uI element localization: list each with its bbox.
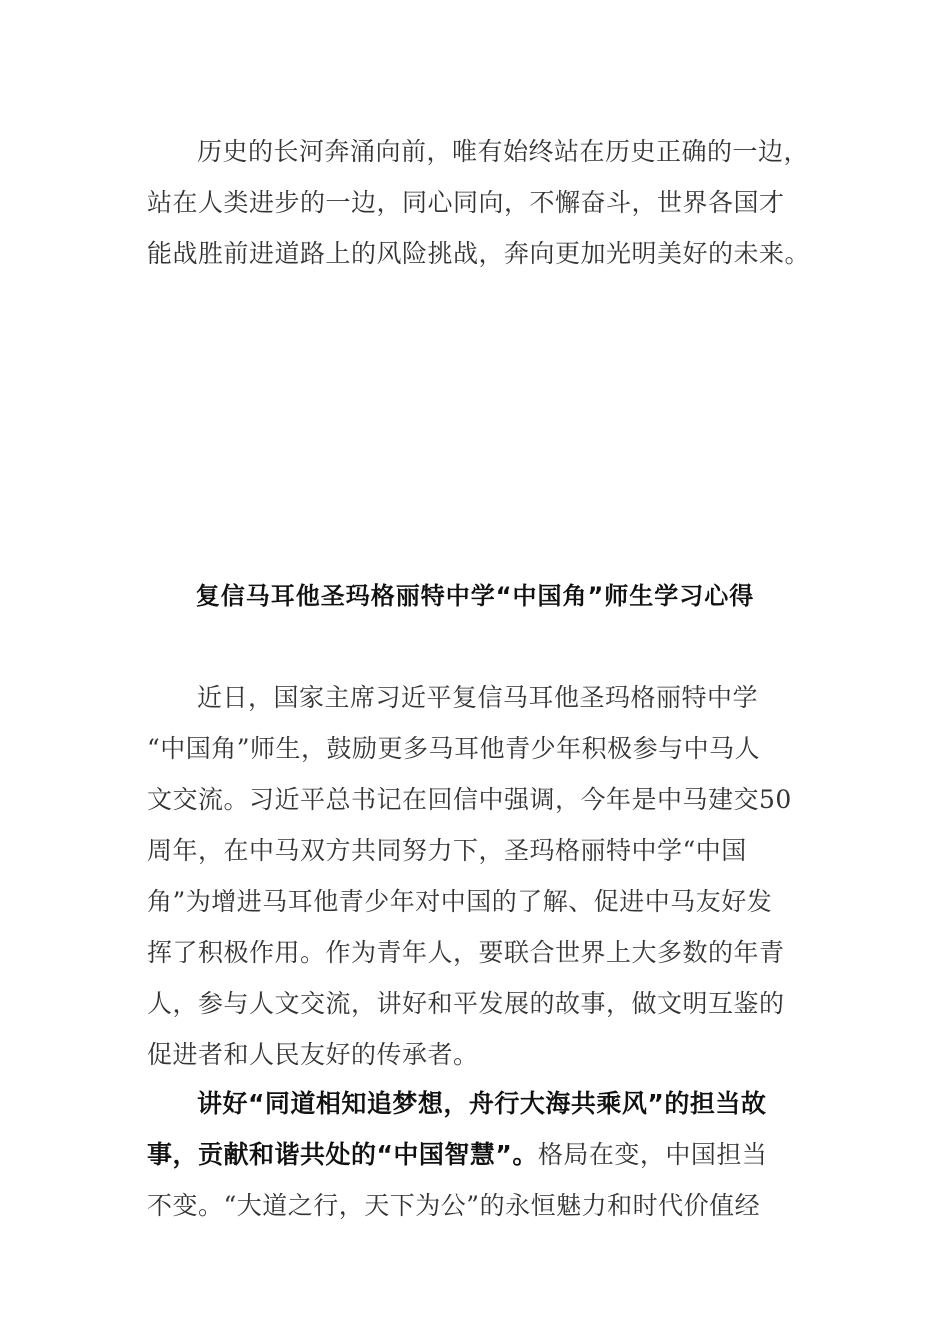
paragraph-closing [147, 126, 811, 279]
paragraph-line: “中国角”师生，鼓励更多马耳他青少年积极参与中马人 [147, 734, 761, 763]
paragraph-line [147, 1129, 797, 1180]
paragraph-section [147, 1078, 797, 1231]
section-heading-text: 事，贡献和谐共处的“中国智慧”。 [147, 1140, 538, 1169]
paragraph-line: 周年，在中马双方共同努力下，圣玛格丽特中学“中国 [147, 836, 747, 865]
article-title: 复信马耳他圣玛格丽特中学“中国角”师生学习心得 [195, 582, 755, 610]
paragraph-line: 促进者和人民友好的传承者。 [147, 1040, 479, 1069]
paragraph-line: 近日，国家主席习近平复信马耳他圣玛格丽特中学 [197, 683, 759, 712]
paragraph-line: 角”为增进马耳他青少年对中国的了解、促进中马友好发 [147, 887, 773, 916]
paragraph-line [147, 1078, 797, 1129]
paragraph-line: 能战胜前进道路上的风险挑战，奔向更加光明美好的未来。 [147, 239, 811, 268]
paragraph-line: 站在人类进步的一边，同心同向，不懈奋斗，世界各国才 [147, 188, 785, 217]
paragraph-intro [147, 672, 797, 1080]
section-heading-text: 讲好“同道相知追梦想，舟行大海共乘风”的担当故 [197, 1089, 767, 1118]
body-text: 格局在变，中国担当 [537, 1140, 768, 1169]
paragraph-line: 历史的长河奔涌向前，唯有始终站在历史正确的一边， [197, 137, 810, 166]
paragraph-line: 挥了积极作用。作为青年人，要联合世界上大多数的年青 [147, 938, 785, 967]
paragraph-line: 文交流。习近平总书记在回信中强调，今年是中马建交50 [147, 785, 792, 814]
paragraph-line: 人，参与人文交流，讲好和平发展的故事，做文明互鉴的 [147, 989, 785, 1018]
paragraph-line: 不变。“大道之行，天下为公”的永恒魅力和时代价值经 [147, 1191, 761, 1220]
